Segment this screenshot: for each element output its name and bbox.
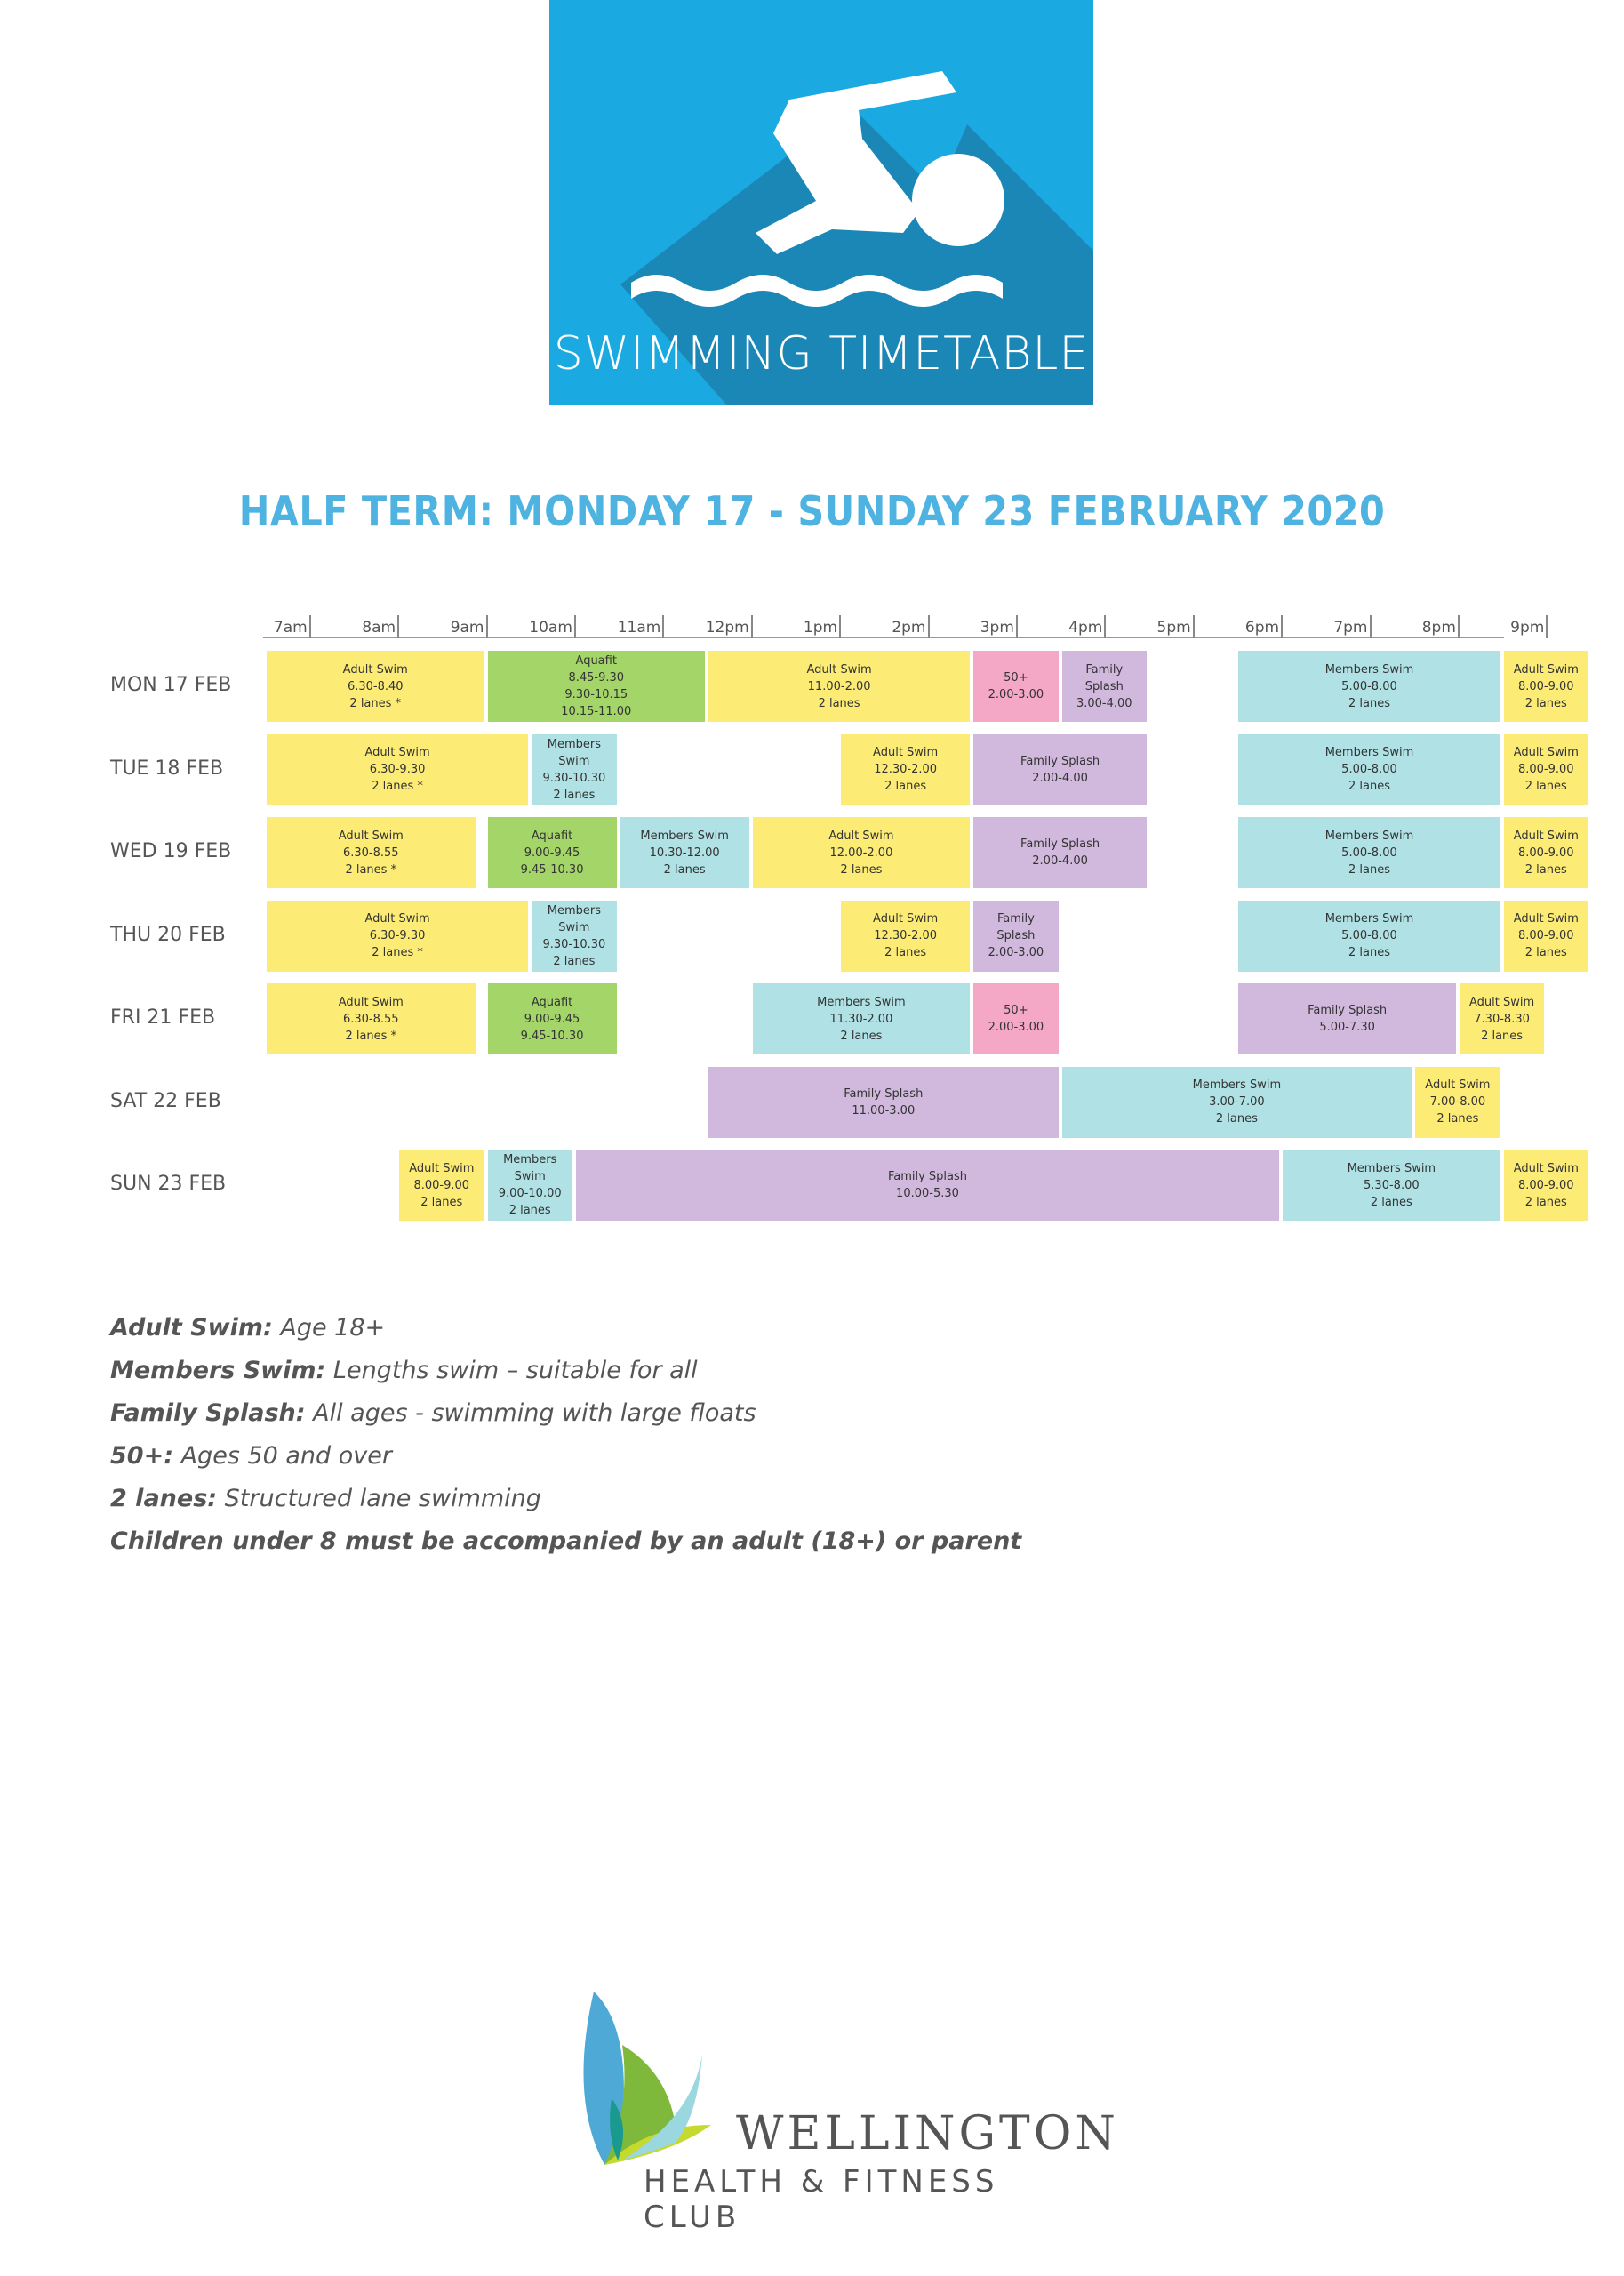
session-text: Adult Swim (1425, 1078, 1491, 1092)
session-text: Adult Swim (1513, 912, 1579, 926)
session-text: 8.00-9.00 (413, 1178, 470, 1192)
hour-label: 11am (617, 619, 661, 637)
session-text: 2 lanes (1524, 862, 1567, 877)
session-text: 11.00-2.00 (807, 679, 871, 693)
session-text: 2 lanes (840, 1029, 883, 1043)
legend-term: Members Swim: (110, 1357, 326, 1384)
legend-term: Adult Swim: (110, 1314, 273, 1342)
session-text: 2 lanes (1348, 862, 1390, 877)
hour-label: 1pm (803, 619, 838, 637)
legend-description: Structured lane swimming (217, 1485, 541, 1512)
session-text: 9.00-9.45 (524, 845, 580, 860)
legend-item (110, 1392, 1021, 1435)
hour-label: 10am (529, 619, 572, 637)
legend-item (110, 1350, 1021, 1392)
session-text: 8.00-9.00 (1517, 929, 1574, 942)
session-text: Adult Swim (1513, 1161, 1579, 1175)
session-text: Members Swim (1324, 829, 1414, 843)
session-text: Members Swim (1192, 1078, 1282, 1092)
session-text: 8.00-9.00 (1517, 679, 1574, 693)
session-block-family (1236, 982, 1458, 1056)
date-range-heading: HALF TERM: MONDAY 17 - SUNDAY 23 FEBRUARY 2020 (238, 487, 1386, 535)
session-block-adult (265, 899, 530, 974)
session-text: 2 lanes (1436, 1112, 1479, 1126)
session-block-aqua (486, 815, 619, 890)
session-block-adult (1502, 1148, 1590, 1222)
session-text: 9.30-10.30 (542, 937, 606, 951)
hour-label: 5pm (1156, 619, 1191, 637)
legend-description: Lengths swim – suitable for all (325, 1357, 698, 1384)
session-block-members (486, 1148, 574, 1222)
session-text: 5.00-8.00 (1341, 679, 1397, 693)
session-block-family (972, 815, 1148, 890)
session-text: 9.45-10.30 (520, 862, 584, 877)
session-block-adult (265, 815, 477, 890)
session-block-adult (839, 733, 972, 807)
session-text: 2 lanes (508, 1204, 551, 1217)
session-block-members (1236, 733, 1501, 807)
session-text: Members Swim (1324, 662, 1414, 677)
timetable-grid (0, 612, 1624, 1234)
day-label: MON 17 FEB (110, 674, 232, 696)
session-text: 2 lanes (1370, 1195, 1412, 1209)
session-block-aqua (486, 982, 619, 1056)
session-text: Splash (1084, 679, 1124, 693)
club-name: WELLINGTON (736, 2107, 1119, 2160)
session-text: 2.00-3.00 (988, 1021, 1044, 1034)
session-block-members (619, 815, 751, 890)
day-label: SAT 22 FEB (110, 1089, 221, 1112)
session-text: 5.00-8.00 (1341, 763, 1397, 776)
day-label: FRI 21 FEB (110, 1006, 216, 1029)
session-text: Swim (514, 1170, 546, 1183)
session-text: Swim (558, 920, 590, 934)
session-text: 3.00-4.00 (1076, 696, 1132, 710)
session-text: 2 lanes (553, 954, 596, 968)
legend-description: Ages 50 and over (173, 1442, 392, 1470)
session-text: 8.45-9.30 (568, 671, 625, 685)
session-block-family (574, 1148, 1281, 1222)
session-text: 2 lanes (1481, 1029, 1524, 1043)
session-block-family (972, 733, 1148, 807)
session-text: 9.30-10.30 (542, 771, 606, 785)
session-text: Members Swim (640, 829, 729, 843)
session-text: 2 lanes (1524, 1195, 1567, 1209)
session-text: Aquafit (575, 654, 617, 668)
session-text: 2 lanes (884, 946, 927, 959)
session-text: Aquafit (531, 995, 573, 1009)
session-text: Family Splash (887, 1170, 968, 1183)
session-text: 2.00-3.00 (988, 688, 1044, 701)
session-block-family (972, 899, 1060, 974)
session-block-family (707, 1065, 1060, 1140)
session-text: 5.00-7.30 (1319, 1021, 1375, 1034)
session-text: 6.30-9.30 (369, 929, 426, 942)
session-text: 6.30-8.55 (342, 845, 399, 860)
session-text: 5.00-8.00 (1341, 845, 1397, 860)
session-text: Adult Swim (364, 746, 430, 759)
session-block-adult (707, 649, 972, 724)
session-text: 11.30-2.00 (829, 1012, 893, 1026)
session-text: 2.00-4.00 (1032, 771, 1088, 785)
session-text: Adult Swim (342, 662, 408, 677)
session-block-fifty (972, 649, 1060, 724)
session-text: 2 lanes (818, 696, 860, 710)
hour-label: 4pm (1068, 619, 1103, 637)
legend-term: Children under 8 must be accompanied by an adult (18+) or parent (110, 1527, 1022, 1555)
session-text: 2 lanes (840, 862, 883, 877)
session-text: Members Swim (1324, 912, 1414, 926)
session-text: 11.00-3.00 (852, 1103, 916, 1118)
session-text: 2 lanes * (372, 780, 423, 793)
session-block-adult (1502, 899, 1590, 974)
session-text: Swim (558, 754, 590, 768)
session-block-adult (1502, 649, 1590, 724)
session-text: Adult Swim (364, 912, 430, 926)
hour-label: 7am (273, 619, 308, 637)
hour-label: 6pm (1244, 619, 1280, 637)
session-text: Adult Swim (1469, 995, 1535, 1009)
session-text: Splash (996, 929, 1036, 942)
session-text: 2 lanes * (345, 862, 397, 877)
session-text: Family Splash (1020, 754, 1100, 768)
legend-item (110, 1307, 1021, 1350)
session-block-adult (839, 899, 972, 974)
session-block-members (1060, 1065, 1414, 1140)
session-block-adult (1502, 733, 1590, 807)
session-text: 9.45-10.30 (520, 1029, 584, 1043)
session-block-adult (265, 649, 486, 724)
session-text: 2 lanes (1524, 946, 1567, 959)
session-text: 8.00-9.00 (1517, 763, 1574, 776)
session-text: 2 lanes (420, 1195, 463, 1209)
session-block-members (1236, 815, 1501, 890)
session-block-members (530, 899, 618, 974)
legend-term: Family Splash: (110, 1399, 306, 1427)
legend-description: All ages - swimming with large floats (305, 1399, 756, 1427)
hour-label: 8am (362, 619, 396, 637)
session-text: 6.30-8.40 (347, 679, 404, 693)
session-block-members (1236, 899, 1501, 974)
session-text: Adult Swim (338, 995, 404, 1009)
session-text: 2 lanes (1524, 696, 1567, 710)
session-text: 2.00-3.00 (988, 946, 1044, 959)
legend (110, 1307, 1021, 1563)
session-text: 7.30-8.30 (1474, 1012, 1530, 1026)
session-text: Adult Swim (338, 829, 404, 843)
session-text: Family Splash (844, 1086, 924, 1101)
legend-item (110, 1435, 1021, 1478)
session-text: 2 lanes (1524, 780, 1567, 793)
legend-item (110, 1520, 1021, 1563)
legend-description: Age 18+ (272, 1314, 386, 1342)
session-text: 2 lanes * (345, 1029, 397, 1043)
hour-label: 8pm (1421, 619, 1456, 637)
hero-banner (549, 0, 1093, 405)
session-block-adult (265, 733, 530, 807)
club-tagline: HEALTH & FITNESS CLUB (644, 2164, 999, 2235)
session-text: 8.00-9.00 (1517, 845, 1574, 860)
session-text: 2 lanes * (349, 696, 402, 710)
hour-label: 9pm (1510, 619, 1545, 637)
session-text: Members (547, 737, 601, 751)
session-text: 6.30-8.55 (342, 1012, 399, 1026)
session-text: 2 lanes * (372, 946, 423, 959)
session-text: 9.30-10.15 (564, 688, 628, 701)
session-text: 9.00-10.00 (498, 1187, 562, 1200)
session-text: 2 lanes (1348, 696, 1390, 710)
session-text: Members (547, 903, 601, 918)
hour-label: 3pm (980, 619, 1014, 637)
hour-label: 7pm (1333, 619, 1368, 637)
session-text: 2 lanes (884, 780, 927, 793)
session-text: Adult Swim (873, 912, 939, 926)
session-text: Adult Swim (873, 746, 939, 759)
legend-term: 50+: (110, 1442, 173, 1470)
session-block-adult (1502, 815, 1590, 890)
session-text: Adult Swim (1513, 746, 1579, 759)
session-text: 5.00-8.00 (1341, 929, 1397, 942)
session-text: 2 lanes (663, 862, 706, 877)
session-block-aqua (486, 649, 708, 724)
session-text: 2 lanes (553, 788, 596, 802)
session-text: Members Swim (1347, 1161, 1436, 1175)
session-block-members (1236, 649, 1501, 724)
session-text: Aquafit (531, 829, 573, 843)
hour-label: 2pm (892, 619, 926, 637)
session-text: Adult Swim (828, 829, 894, 843)
time-axis (263, 637, 1504, 638)
session-text: Family (996, 912, 1035, 926)
session-text: Family Splash (1020, 837, 1100, 851)
session-block-adult (1458, 982, 1546, 1056)
session-text: 8.00-9.00 (1517, 1178, 1574, 1192)
session-text: 10.30-12.00 (649, 845, 720, 860)
session-text: 6.30-9.30 (369, 763, 426, 776)
session-text: 2 lanes (1348, 780, 1390, 793)
session-text: 12.00-2.00 (829, 845, 893, 860)
session-text: Adult Swim (1513, 662, 1579, 677)
session-text: Members (503, 1153, 557, 1166)
session-block-adult (1413, 1065, 1501, 1140)
session-block-adult (751, 815, 972, 890)
session-text: Members Swim (1324, 746, 1414, 759)
session-text: Members Swim (817, 995, 906, 1009)
hour-label: 12pm (705, 619, 749, 637)
legend-item (110, 1478, 1021, 1520)
session-text: 9.00-9.45 (524, 1012, 580, 1026)
session-text: Adult Swim (409, 1161, 475, 1175)
session-text: 50+ (1004, 671, 1028, 685)
session-block-adult (265, 982, 477, 1056)
session-block-fifty (972, 982, 1060, 1056)
session-text: 2 lanes (1348, 946, 1390, 959)
session-block-family (1060, 649, 1148, 724)
session-block-members (530, 733, 618, 807)
session-text: 2.00-4.00 (1032, 854, 1088, 868)
legend-term: 2 lanes: (110, 1485, 218, 1512)
day-label: WED 19 FEB (110, 840, 232, 862)
session-text: 50+ (1004, 1004, 1028, 1017)
session-text: 7.00-8.00 (1429, 1095, 1486, 1109)
session-text: 10.15-11.00 (561, 705, 632, 718)
session-text: Adult Swim (806, 662, 872, 677)
session-text: 2 lanes (1215, 1112, 1258, 1126)
day-label: TUE 18 FEB (110, 757, 224, 780)
day-label: SUN 23 FEB (110, 1173, 227, 1195)
session-text: Family Splash (1308, 1004, 1388, 1017)
hour-tick (1546, 615, 1548, 638)
session-text: Family (1085, 662, 1124, 677)
session-block-adult (397, 1148, 485, 1222)
timetable-title: SWIMMING TIMETABLE (553, 327, 1090, 381)
session-text: 10.00-5.30 (896, 1187, 959, 1200)
session-text: Adult Swim (1513, 829, 1579, 843)
hour-label: 9am (450, 619, 484, 637)
session-block-members (751, 982, 972, 1056)
session-text: 3.00-7.00 (1209, 1095, 1265, 1109)
session-text: 12.30-2.00 (874, 763, 938, 776)
sail-logo-icon (569, 1992, 747, 2169)
session-text: 5.30-8.00 (1364, 1178, 1420, 1192)
club-logo (569, 1992, 1119, 2235)
session-text: 12.30-2.00 (874, 929, 938, 942)
day-label: THU 20 FEB (110, 923, 226, 946)
session-block-members (1281, 1148, 1502, 1222)
